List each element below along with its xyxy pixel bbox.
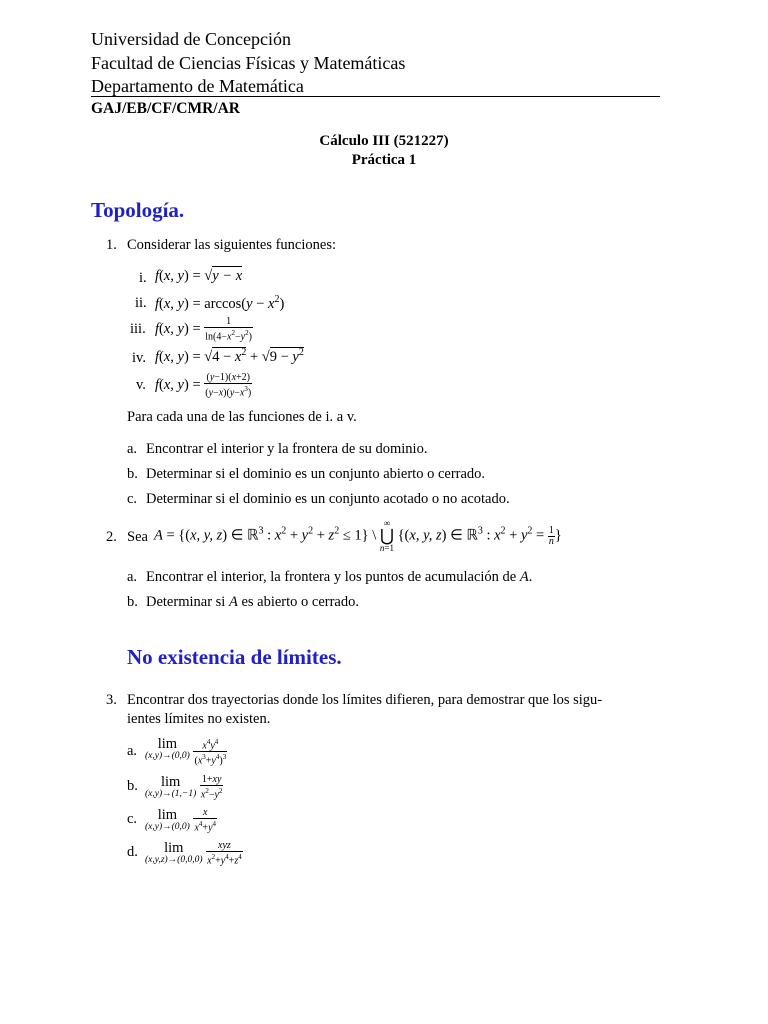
university-name: Universidad de Concepción: [91, 29, 291, 49]
problem-statement-line2: ientes límites no existen.: [127, 711, 271, 727]
item-label: ii.: [135, 295, 147, 311]
formula-iv: f(x, $y) = √4 - x^2 + √9 - y^2$: [155, 347, 304, 365]
problem-number: 3.: [106, 692, 117, 708]
task-text: Determinar si el dominio es un conjunto acotado o no acotado.: [146, 491, 510, 507]
section-title-topologia: Topología.: [91, 198, 185, 222]
formula-iii: f(x, y) = $\frac{1}{\ln(4-x^2-y^2)}$: [155, 316, 252, 343]
task-label: c.: [127, 491, 138, 507]
item-label: iii.: [130, 321, 146, 337]
item-label: i.: [139, 270, 147, 286]
limit-c: lim (x,y)→(0,0) $\frac{x}{x^4+y^4}$: [145, 807, 217, 834]
course-title: Cálculo III (521227): [319, 133, 449, 149]
task-label: a.: [127, 441, 138, 457]
department-name: Departamento de Matemática: [91, 76, 304, 96]
item-label: c.: [127, 811, 138, 827]
set-definition-formula: A = {(x, y, z) ∈ ℝ$^3$ : $x^2 + y^2 + z^2 \le 1$} \ ∞ ⋃ n=1 {(x, y, z) ∈ ℝ$^3$ : $x^2 + y^2$ = $\frac{1}{n}$ }: [154, 518, 562, 553]
task-label: a.: [127, 569, 138, 585]
faculty-name: Facultad de Ciencias Físicas y Matemáticas: [91, 53, 406, 73]
limit-a: lim (x,y)→(0,0) $\frac{x^4y^4}{(x^3+y^4)^3}$: [145, 736, 227, 767]
item-label: a.: [127, 743, 138, 759]
task-text: Encontrar el interior y la frontera de su dominio.: [146, 441, 428, 457]
item-label: iv.: [132, 350, 146, 366]
authors: GAJ/EB/CF/CMR/AR: [91, 100, 240, 117]
problem-statement-line1: Encontrar dos trayectorias donde los límites difieren, para demostrar que los sigu-: [127, 692, 603, 708]
instruction-text: Para cada una de las funciones de i. a v.: [127, 409, 357, 425]
item-label: d.: [127, 844, 138, 860]
item-label: v.: [136, 377, 146, 393]
task-text: Determinar si A es abierto o cerrado.: [146, 594, 359, 610]
limit-d: lim (x,y,z)→(0,0,0) $\frac{\text{xyz}}{x^2+y^4+z^4}$: [145, 840, 242, 867]
problem-statement: Considerar las siguientes funciones:: [127, 237, 336, 253]
practice-title: Práctica 1: [351, 152, 417, 168]
header-rule: [91, 96, 660, 97]
limit-b: lim (x,y)→(1,−1) $\frac{1+xy}{x^2-y^2}$: [145, 774, 223, 801]
task-text: Encontrar el interior, la frontera y los puntos de acumulación de A.: [146, 569, 533, 585]
problem-number: 2.: [106, 529, 117, 545]
problem-lead: Sea: [127, 529, 148, 545]
formula-v: f(x, y) = $\frac{(y-1)(x+2)}{(y-x)(y-x^3)}$: [155, 372, 252, 399]
formula-i: f(x, y) = √y − x: [155, 268, 243, 284]
section-title-limites: No existencia de límites.: [127, 645, 342, 669]
task-label: b.: [127, 594, 138, 610]
task-text: Determinar si el dominio es un conjunto abierto o cerrado.: [146, 466, 486, 482]
item-label: b.: [127, 778, 138, 794]
problem-number: 1.: [106, 237, 117, 253]
formula-ii: f(x, $y) = \arccos(y - x^2)$: [155, 294, 285, 312]
task-label: b.: [127, 466, 138, 482]
